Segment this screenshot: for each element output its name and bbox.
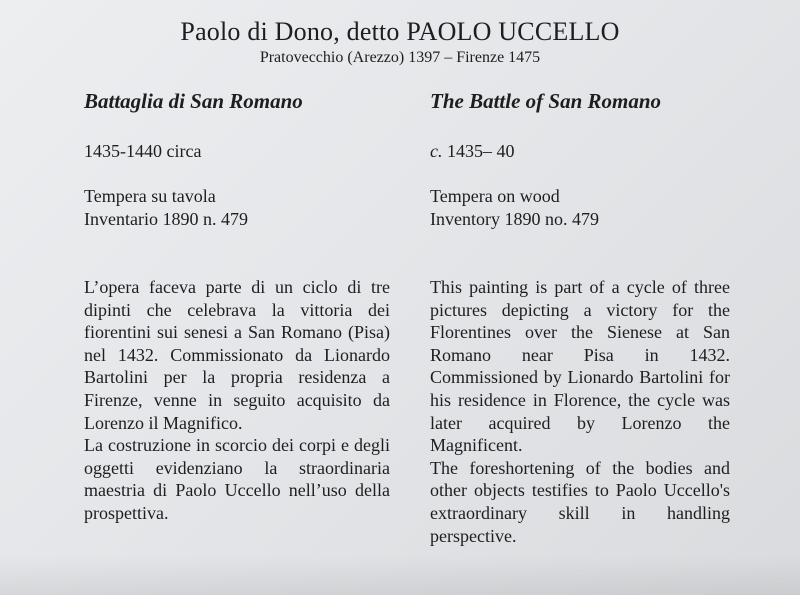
italian-medium: Tempera su tavola — [84, 186, 216, 206]
italian-inventory: Inventario 1890 n. 479 — [84, 209, 248, 229]
english-date: 1435– 40 — [447, 141, 515, 161]
english-artwork-title: The Battle of San Romano — [430, 89, 662, 113]
english-date-prefix: c. — [430, 141, 443, 161]
italian-date: 1435-1440 circa — [84, 141, 202, 161]
italian-paragraph-2: La costruzione in scorcio dei corpi e degli oggetti evidenziano la straordinaria maestria di Paolo Uccello nell’uso della prospettiva. — [84, 435, 390, 523]
italian-column — [84, 88, 390, 523]
english-medium-block — [430, 185, 599, 231]
english-paragraph-1: This painting is part of a cycle of three pictures depicting a victory for the Florentines over the Sienese at San Romano near Pisa in 1432. Commissioned by Lionardo Bartolini for his residence in Florence, the cycle was later acquired by Lorenzo the Magnificent. — [430, 277, 730, 456]
english-medium: Tempera on wood — [430, 186, 560, 206]
english-description — [430, 276, 730, 547]
english-column — [430, 88, 730, 546]
english-date-block — [430, 140, 515, 162]
italian-medium-block — [84, 185, 248, 231]
english-paragraph-2: The foreshortening of the bodies and other objects testifies to Paolo Uccello's extraordinary skill in handling perspective. — [430, 457, 730, 546]
english-inventory: Inventory 1890 no. 479 — [430, 209, 599, 229]
artist-name: Paolo di Dono, detto PAOLO UCCELLO — [180, 17, 620, 46]
bottom-edge-shadow — [0, 555, 800, 595]
italian-artwork-title: Battaglia di San Romano — [84, 89, 303, 113]
plaque-header — [0, 16, 800, 68]
artist-dates: Pratovecchio (Arezzo) 1397 – Firenze 1475 — [259, 49, 541, 66]
italian-description — [84, 276, 390, 525]
italian-paragraph-1: L’opera faceva parte di un ciclo di tre dipinti che celebrava la vittoria dei fiorentini sui senesi a San Romano (Pisa) nel 1432. Commissionato da Lionardo Bartolini per la propria residenza a Firenze, venne in seguito acquisito da Lorenzo il Magnifico. — [84, 277, 390, 433]
